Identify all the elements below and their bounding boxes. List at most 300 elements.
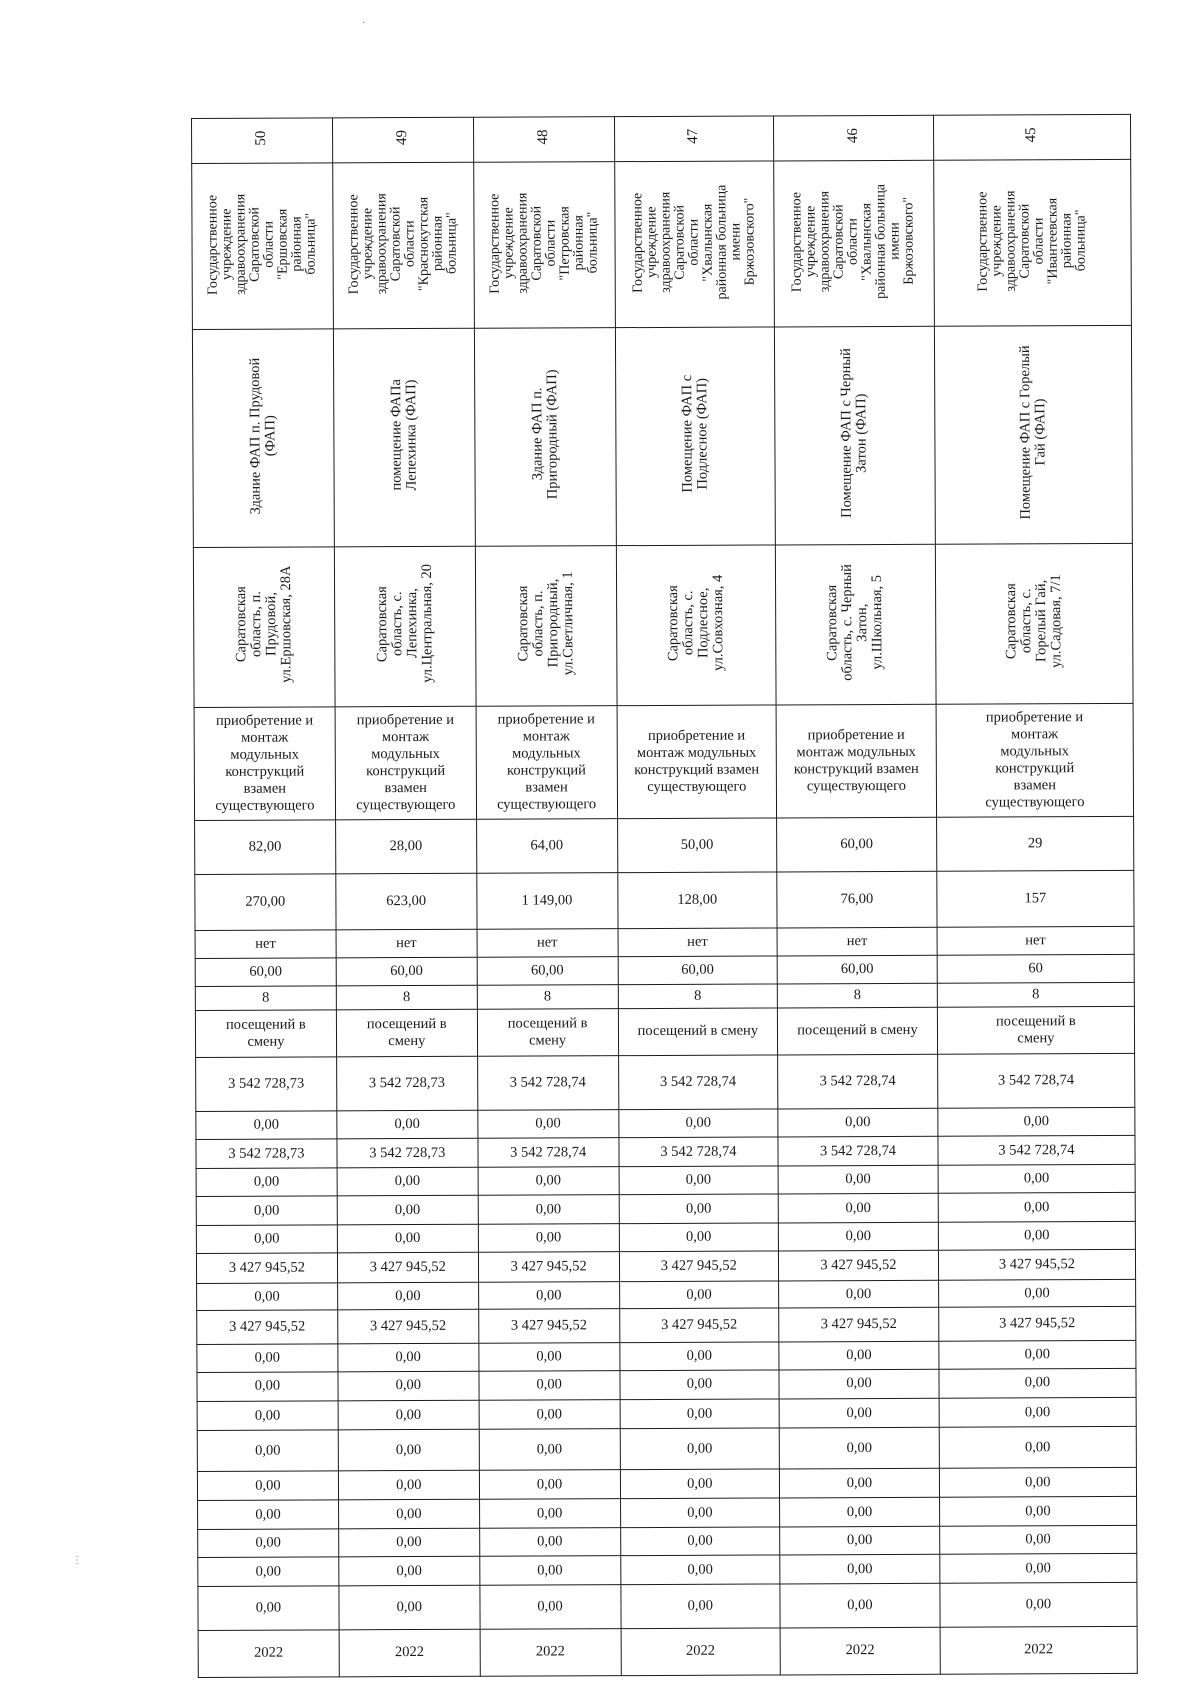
table-cell	[337, 1110, 478, 1139]
table-cell	[937, 954, 1134, 983]
table-cell	[619, 1281, 779, 1309]
table-cell	[192, 329, 334, 547]
table-cell	[476, 819, 617, 874]
table-cell	[938, 1222, 1135, 1251]
cell-organization-text: Государственное учреждение здравоохранения Саратовской области "Петровская районная больница"	[486, 192, 601, 294]
table-cell	[614, 116, 774, 162]
cell-v1-text: 29	[1027, 835, 1043, 852]
cell-z-0-text: 0,00	[536, 1348, 562, 1365]
cell-f1-text: 3 542 728,74	[659, 1073, 737, 1090]
cell-year-text: 2022	[845, 1642, 875, 1659]
table-cell	[620, 1584, 780, 1628]
table-cell	[939, 1397, 1136, 1427]
table-cell	[619, 1223, 779, 1252]
cell-z-2-text: 0,00	[1024, 1403, 1051, 1420]
table-cell	[476, 705, 617, 819]
table-cell	[337, 1138, 478, 1168]
table-cell	[938, 1307, 1135, 1341]
cell-v3-text: нет	[846, 932, 868, 949]
cell-work_type-text: приобретение и монтаж модульных конструкций взамен существующего	[356, 711, 456, 814]
table-cell	[196, 1057, 337, 1112]
table-cell	[939, 1467, 1136, 1497]
table-cell	[938, 1164, 1135, 1193]
table-cell	[477, 985, 618, 1009]
cell-z-0-text: 0,00	[846, 1346, 872, 1363]
cell-v4-text: 60,00	[390, 962, 423, 980]
cell-v4-text: 60	[1028, 960, 1043, 977]
table-cell	[336, 1056, 477, 1111]
cell-f9-text: 3 427 945,52	[661, 1316, 738, 1334]
table-cell	[777, 817, 937, 872]
table-cell	[197, 1430, 338, 1472]
cell-z-4-text: 0,00	[255, 1477, 281, 1494]
table-cell	[338, 1343, 479, 1372]
cell-f4-text: 0,00	[253, 1173, 280, 1190]
table-cell	[778, 1108, 938, 1137]
table-cell	[479, 1528, 620, 1557]
cell-f5-text: 0,00	[253, 1202, 280, 1219]
cell-address-text: Саратовская область, п. Прудовой, ул.Ершовская, 28А	[232, 565, 295, 684]
table-cell	[777, 927, 937, 956]
cell-f8-text: 0,00	[254, 1288, 280, 1305]
cell-f1-text: 3 542 728,74	[509, 1074, 586, 1091]
table-cell	[774, 115, 934, 161]
table-cell	[774, 161, 934, 328]
cell-f3-text: 3 542 728,73	[369, 1144, 446, 1161]
row-number	[192, 114, 1131, 163]
cell-v3-text: нет	[687, 933, 708, 950]
table-cell	[473, 117, 614, 163]
table-cell	[939, 1426, 1136, 1468]
cell-year-text: 2022	[254, 1644, 284, 1662]
cell-unit-text: посещений в смену	[797, 1022, 918, 1039]
cell-f5-text: 0,00	[845, 1199, 871, 1216]
cell-z-5-text: 0,00	[1025, 1502, 1051, 1520]
cell-z-6-text: 0,00	[396, 1534, 422, 1551]
table-cell	[337, 1253, 478, 1284]
table-cell	[333, 163, 475, 330]
cell-f6-text: 0,00	[394, 1230, 421, 1247]
table-cell	[337, 1195, 478, 1225]
table-cell	[338, 1371, 479, 1401]
cell-z-4-text: 0,00	[396, 1476, 422, 1493]
table-cell	[474, 328, 616, 546]
cell-object-text: Здание ФАП п. Пригородный (ФАП)	[528, 369, 561, 500]
scan-speck: ⋮	[72, 1555, 82, 1566]
cell-z-1-text: 0,00	[846, 1375, 872, 1392]
cell-v3-text: нет	[396, 934, 417, 951]
cell-f4-text: 0,00	[1023, 1170, 1050, 1187]
table-cell	[778, 1222, 938, 1251]
cell-z-5-text: 0,00	[536, 1505, 563, 1522]
table-cell	[940, 1583, 1137, 1627]
table-cell	[937, 982, 1134, 1007]
cell-f8-text: 0,00	[536, 1287, 562, 1304]
row-address	[193, 543, 1133, 707]
table-cell	[478, 1195, 619, 1225]
table-cell	[333, 329, 475, 547]
cell-v5-text: 8	[543, 988, 552, 1005]
cell-f2-text: 0,00	[535, 1115, 561, 1132]
table-cell	[938, 1250, 1135, 1281]
cell-work_type-text: приобретение и монтаж модульных конструкций взамен существующего	[215, 712, 315, 814]
cell-z-6-text: 0,00	[687, 1533, 713, 1550]
cell-z-2-text: 0,00	[254, 1407, 281, 1424]
table-cell	[619, 1308, 779, 1342]
row-v4	[195, 954, 1134, 986]
cell-v1-text: 64,00	[530, 837, 564, 854]
cell-object-text: помещение ФАПа Лепехинка (ФАП)	[387, 379, 420, 492]
cell-z-7-text: 0,00	[396, 1562, 422, 1579]
cell-z-4-text: 0,00	[846, 1474, 873, 1491]
cell-organization-text: Государственное учреждение здравоохранения Саратовской области "Ершовская районная больница"	[205, 193, 319, 295]
table-cell	[776, 704, 936, 818]
cell-f4-text: 0,00	[535, 1172, 561, 1189]
row-z-6	[198, 1526, 1137, 1558]
table-cell	[335, 819, 476, 874]
table-cell	[939, 1526, 1136, 1555]
cell-v2-text: 76,00	[840, 890, 874, 907]
table-cell	[619, 1166, 779, 1195]
cell-z-3-text: 0,00	[395, 1441, 422, 1458]
cell-z-8-text: 0,00	[396, 1598, 422, 1616]
table-cell	[477, 1008, 618, 1056]
cell-z-8-text: 0,00	[1025, 1596, 1052, 1613]
table-cell	[619, 1194, 779, 1224]
cell-z-8-text: 0,00	[847, 1597, 873, 1614]
row-z-3	[197, 1426, 1136, 1471]
cell-year-text: 2022	[1024, 1641, 1054, 1658]
table-cell	[196, 1111, 337, 1140]
cell-z-2-text: 0,00	[395, 1406, 422, 1423]
cell-f3-text: 3 542 728,74	[660, 1143, 737, 1160]
table-cell	[618, 1109, 778, 1138]
cell-organization-text: Государственное учреждение здравоохранения Саратовской области "Краснокутская районная больница"	[346, 192, 460, 295]
cell-v4-text: 60,00	[681, 961, 714, 978]
table-cell	[478, 1224, 619, 1253]
table-cell	[195, 874, 336, 931]
cell-address-text: Саратовская область, с. Подлесное, ул.Совхозная, 4	[664, 574, 727, 671]
cell-v2-text: 270,00	[245, 893, 286, 910]
cell-z-0-text: 0,00	[395, 1348, 421, 1365]
cell-number-text: 46	[845, 128, 862, 144]
row-v2	[195, 870, 1134, 930]
cell-v1-text: 28,00	[389, 837, 423, 854]
table-cell	[937, 926, 1134, 955]
cell-f3-text: 3 542 728,74	[819, 1142, 897, 1159]
row-z-0	[197, 1340, 1136, 1372]
cell-number-text: 48	[535, 129, 552, 145]
table-cell	[480, 1585, 621, 1629]
table-cell	[614, 161, 774, 328]
cell-f6-text: 0,00	[254, 1230, 280, 1247]
cell-organization-text: Государственное учреждение здравоохранения Саратовской области "Ивантеевская районная больница"	[975, 190, 1089, 292]
cell-z-1-text: 0,00	[536, 1376, 562, 1393]
cell-f7-text: 3 427 945,52	[369, 1259, 446, 1276]
table-cell	[778, 1054, 938, 1109]
cell-year-text: 2022	[686, 1642, 716, 1660]
table-cell	[940, 1554, 1137, 1584]
table-cell	[197, 1310, 338, 1344]
row-f5	[196, 1193, 1135, 1226]
table-cell	[619, 1251, 779, 1282]
table-cell	[336, 929, 477, 958]
table-cell	[780, 1497, 940, 1527]
table-cell	[197, 1283, 338, 1311]
table-cell	[195, 1009, 336, 1057]
cell-f1-text: 3 542 728,74	[819, 1072, 896, 1090]
cell-f7-text: 3 427 945,52	[660, 1257, 737, 1275]
table-cell	[777, 955, 937, 984]
table-cell	[620, 1527, 780, 1556]
table-cell	[338, 1499, 479, 1529]
cell-number-text: 49	[394, 130, 411, 146]
cell-object-text: Здание ФАП п. Прудовой (ФАП)	[246, 357, 279, 515]
table-cell	[480, 1628, 621, 1676]
cell-f2-text: 0,00	[845, 1114, 871, 1131]
cell-f1-text: 3 542 728,73	[228, 1075, 305, 1092]
table-cell	[780, 1584, 940, 1628]
table-cell	[478, 1309, 619, 1343]
cell-z-2-text: 0,00	[846, 1404, 872, 1421]
table-cell	[937, 870, 1134, 927]
cell-f3-text: 3 542 728,73	[228, 1145, 305, 1162]
table-cell	[336, 1009, 477, 1057]
row-f3	[196, 1135, 1135, 1168]
table-cell	[339, 1529, 480, 1558]
table-cell	[479, 1556, 620, 1586]
table-cell	[779, 1251, 939, 1282]
cell-object-text: Помещение ФАП с Подлесное (ФАП)	[678, 375, 711, 493]
table-cell	[938, 1107, 1135, 1136]
cell-year-text: 2022	[535, 1643, 565, 1660]
cell-z-1-text: 0,00	[254, 1378, 281, 1395]
table-cell	[938, 1193, 1135, 1223]
cell-object-text: Помещение ФАП с Горелый Гай (ФАП)	[1016, 345, 1049, 520]
cell-v1-text: 82,00	[248, 838, 282, 855]
table-cell	[936, 703, 1134, 817]
cell-f5-text: 0,00	[394, 1201, 421, 1218]
table-cell	[478, 1167, 619, 1196]
cell-f9-text: 3 427 945,52	[820, 1316, 897, 1333]
cell-f1-text: 3 542 728,74	[998, 1072, 1075, 1089]
cell-f3-text: 3 542 728,74	[998, 1141, 1075, 1159]
table-cell	[620, 1498, 780, 1528]
cell-f5-text: 0,00	[1023, 1198, 1050, 1216]
table-cell	[780, 1555, 940, 1585]
cell-number-text: 45	[1023, 127, 1040, 143]
row-z-7	[198, 1554, 1137, 1587]
row-f2	[196, 1107, 1135, 1139]
cell-f8-text: 0,00	[845, 1285, 872, 1303]
table-cell	[779, 1308, 939, 1342]
cell-f6-text: 0,00	[686, 1228, 712, 1246]
cell-f1-text: 3 542 728,73	[368, 1074, 446, 1092]
table-cell	[478, 1252, 619, 1283]
cell-unit-text: посещений в смену	[995, 1012, 1076, 1047]
row-v1	[195, 816, 1134, 874]
cell-v2-text: 1 149,00	[521, 892, 573, 909]
cell-organization-text: Государственное учреждение здравоохранения Саратовской области "Хвалынская районная больница имени Бржозовского"	[630, 184, 758, 300]
facility-table	[191, 114, 1138, 1678]
table-cell	[477, 928, 618, 957]
cell-v5-text: 8	[694, 987, 702, 1004]
row-organization	[192, 160, 1132, 330]
table-cell	[197, 1344, 338, 1373]
row-f4	[196, 1164, 1135, 1196]
cell-number-text: 50	[253, 130, 270, 146]
table-cell	[618, 1008, 778, 1056]
cell-z-5-text: 0,00	[687, 1504, 713, 1521]
table-cell	[336, 873, 477, 930]
table-cell	[939, 1368, 1136, 1398]
cell-year-text: 2022	[394, 1644, 424, 1661]
cell-f6-text: 0,00	[1024, 1227, 1050, 1244]
cell-v3-text: нет	[1025, 932, 1046, 949]
table-cell	[780, 1627, 940, 1675]
cell-v2-text: 128,00	[677, 891, 718, 908]
table-cell	[338, 1400, 479, 1430]
cell-z-2-text: 0,00	[536, 1405, 562, 1423]
cell-z-1-text: 0,00	[1024, 1374, 1051, 1391]
cell-f8-text: 0,00	[1024, 1285, 1050, 1302]
table-cell	[937, 1053, 1134, 1108]
table-cell	[780, 1468, 940, 1498]
cell-work_type-text: приобретение и монтаж модульных конструкций взамен существующего	[985, 708, 1085, 811]
table-cell	[937, 1006, 1134, 1054]
table-cell	[479, 1342, 620, 1371]
cell-z-5-text: 0,00	[846, 1503, 873, 1520]
table-cell	[618, 1055, 778, 1110]
cell-f6-text: 0,00	[845, 1228, 872, 1245]
cell-z-8-text: 0,00	[255, 1599, 282, 1616]
table-cell	[933, 114, 1130, 160]
table-cell	[936, 816, 1133, 871]
cell-v3-text: нет	[255, 935, 276, 952]
table-cell	[620, 1370, 780, 1400]
cell-z-7-text: 0,00	[687, 1561, 713, 1578]
cell-z-3-text: 0,00	[1024, 1438, 1051, 1455]
cell-v2-text: 623,00	[386, 892, 427, 909]
table-cell	[620, 1428, 780, 1470]
table-cell	[779, 1341, 939, 1370]
table-cell	[195, 958, 336, 987]
table-cell	[473, 162, 615, 329]
cell-f8-text: 0,00	[395, 1287, 421, 1305]
cell-z-0-text: 0,00	[686, 1347, 712, 1364]
table-cell	[618, 1137, 778, 1167]
cell-f9-text: 3 427 945,52	[510, 1317, 587, 1334]
table-cell	[479, 1470, 620, 1500]
table-cell	[619, 1342, 779, 1371]
table-cell	[777, 983, 937, 1007]
cell-z-7-text: 0,00	[537, 1562, 563, 1579]
table-cell	[779, 1369, 939, 1399]
table-cell	[775, 327, 936, 545]
table-cell	[198, 1629, 339, 1677]
cell-unit-text: посещений в смену	[507, 1015, 588, 1049]
cell-v1-text: 50,00	[680, 836, 714, 853]
cell-z-4-text: 0,00	[687, 1475, 713, 1492]
table-cell	[475, 546, 617, 706]
cell-unit-text: посещений в смену	[637, 1022, 759, 1040]
cell-f4-text: 0,00	[685, 1171, 712, 1188]
table-cell	[198, 1529, 339, 1558]
table-cell	[195, 820, 336, 875]
cell-address-text: Саратовская область, с. Черный Затон, ул.Школьная, 5	[824, 563, 886, 681]
cell-z-7-text: 0,00	[255, 1563, 281, 1580]
table-cell	[616, 545, 776, 705]
row-v3	[195, 926, 1134, 958]
table-cell	[197, 1401, 338, 1431]
table-cell	[478, 1282, 619, 1310]
table-cell	[339, 1629, 480, 1677]
table-cell	[933, 160, 1131, 327]
cell-v4-text: 60,00	[530, 962, 564, 979]
cell-v4-text: 60,00	[249, 963, 282, 980]
table-cell	[476, 872, 617, 929]
table-cell	[337, 1167, 478, 1196]
table-cell	[618, 928, 778, 957]
row-z-8	[198, 1583, 1137, 1630]
table-cell	[195, 986, 336, 1010]
table-cell	[198, 1557, 339, 1587]
table-cell	[479, 1371, 620, 1401]
table-cell	[778, 1007, 938, 1055]
row-f6	[196, 1222, 1135, 1254]
table-cell	[939, 1340, 1136, 1369]
table-cell	[196, 1139, 337, 1169]
cell-z-2-text: 0,00	[686, 1405, 713, 1422]
row-object	[192, 326, 1132, 548]
cell-z-3-text: 0,00	[846, 1439, 872, 1456]
table-cell	[938, 1280, 1135, 1308]
table-cell	[197, 1471, 338, 1501]
table-cell	[194, 707, 335, 821]
cell-f4-text: 0,00	[845, 1171, 871, 1188]
table-cell	[477, 1056, 618, 1111]
cell-f7-text: 3 427 945,52	[998, 1256, 1075, 1273]
scan-speck: ·	[362, 18, 366, 29]
table-cell	[620, 1555, 780, 1585]
table-cell	[776, 544, 936, 704]
table-cell	[934, 326, 1132, 545]
table-cell	[339, 1586, 480, 1630]
table-cell	[620, 1469, 780, 1499]
cell-v2-text: 157	[1024, 890, 1047, 907]
table-cell	[477, 957, 618, 986]
table-cell	[196, 1253, 337, 1284]
table-cell	[196, 1196, 337, 1226]
table-cell	[336, 957, 477, 986]
table-cell	[617, 705, 777, 819]
cell-f6-text: 0,00	[535, 1229, 562, 1246]
cell-f8-text: 0,00	[686, 1286, 712, 1303]
cell-f5-text: 0,00	[685, 1200, 712, 1217]
table-cell	[335, 706, 476, 820]
table-cell	[938, 1135, 1135, 1165]
cell-f7-text: 3 427 945,52	[510, 1258, 587, 1275]
cell-z-1-text: 0,00	[395, 1377, 422, 1394]
cell-f4-text: 0,00	[394, 1173, 421, 1190]
row-f8	[197, 1280, 1136, 1311]
cell-address-text: Саратовская область, с. Горелый Гай, ул.Садовая, 7/1	[1002, 574, 1065, 669]
table-cell	[337, 1224, 478, 1253]
row-f7	[196, 1250, 1135, 1284]
row-z-2	[197, 1397, 1136, 1430]
row-z-5	[198, 1497, 1137, 1530]
table-cell	[621, 1627, 781, 1675]
